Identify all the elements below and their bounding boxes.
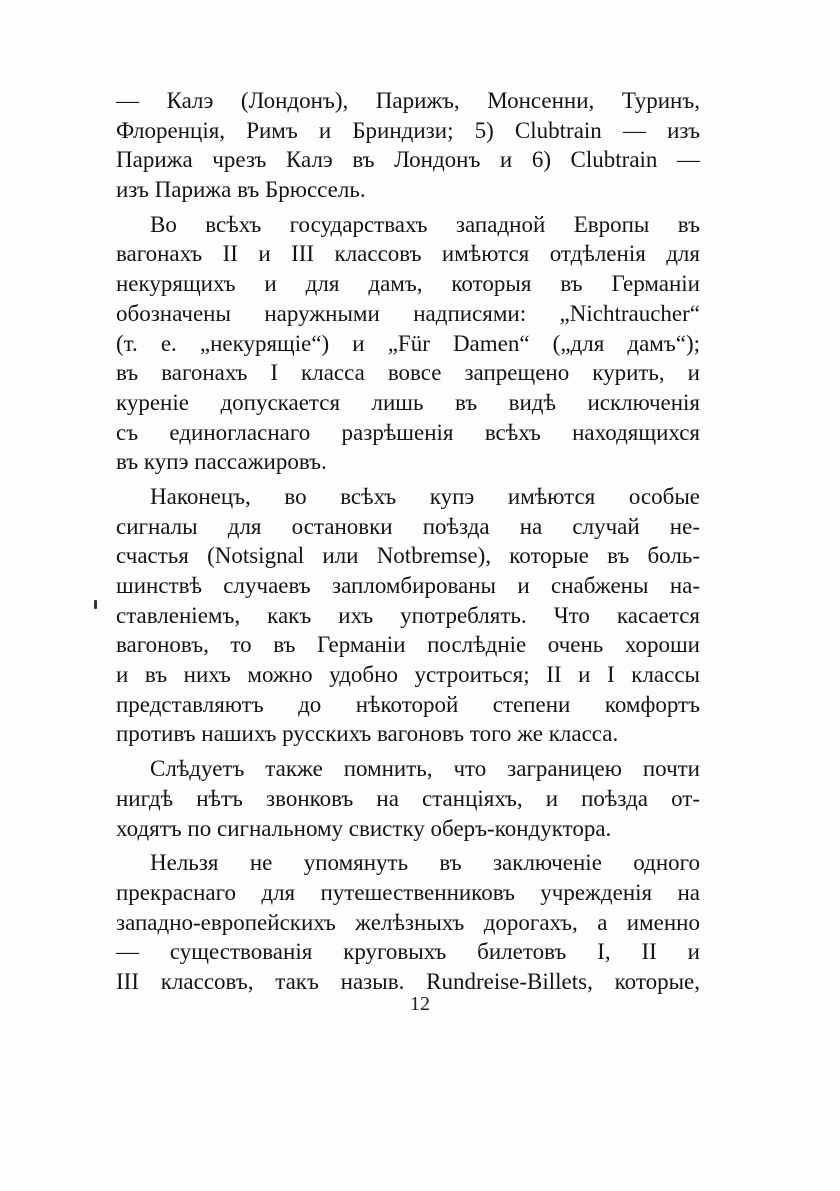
text-line: некурящихъ и для дамъ, которыя въ Германіи — [116, 271, 700, 297]
paragraph — [116, 86, 700, 205]
paragraph — [116, 210, 700, 477]
text-line: и въ нихъ можно удобно устроиться; II и I классы — [116, 662, 700, 688]
text-line: — Калэ (Лондонъ), Парижъ, Монсенни, Туринъ, — [116, 88, 700, 113]
text-line: Наконецъ, во всѣхъ купэ имѣются особые — [150, 483, 700, 509]
text-line: куреніе допускается лишь въ видѣ исключенія — [116, 389, 700, 415]
text-line: счастья (Notsignal или Notbremse), которые въ боль- — [116, 543, 700, 569]
text-line: прекраснаго для путешественниковъ учрежденія на — [116, 879, 700, 905]
text-line: вагоновъ, то въ Германіи послѣдніе очень хороши — [116, 632, 700, 658]
text-line: представляютъ до нѣкоторой степени комфортъ — [116, 691, 700, 717]
text-line: (т. е. „некурящіе“) и „Für Damen“ („для дамъ“); — [116, 330, 700, 356]
text-line: противъ нашихъ русскихъ вагоновъ того же класса. — [116, 721, 619, 747]
text-line: съ единогласнаго разрѣшенія всѣхъ находящихся — [116, 419, 700, 445]
text-line: Во всѣхъ государствахъ западной Европы въ — [150, 211, 700, 237]
text-line: въ купэ пассажировъ. — [116, 449, 327, 475]
text-line: ставленіемъ, какъ ихъ употреблять. Что касается — [116, 602, 700, 628]
body-text — [116, 86, 700, 997]
text-line: обозначены наружными надписями: „Nichtraucher“ — [116, 300, 700, 326]
text-line: ходятъ по сигнальному свистку оберъ-кондуктора. — [116, 815, 612, 841]
paragraph — [116, 482, 700, 749]
text-line: изъ Парижа въ Брюссель. — [116, 177, 366, 203]
text-line: сигналы для остановки поѣзда на случай не- — [116, 513, 700, 539]
text-line: Парижа чрезъ Калэ въ Лондонъ и 6) Clubtrain — — [116, 147, 700, 173]
text-line: III классовъ, такъ назыв. Rundreise-Billets, которые, — [116, 968, 700, 994]
text-line: шинствѣ случаевъ запломбированы и снабжены на- — [116, 573, 700, 598]
text-line: западно-европейскихъ желѣзныхъ дорогахъ, а именно — [116, 909, 700, 935]
margin-mark — [94, 600, 97, 609]
text-line: Флоренція, Римъ и Бриндизи; 5) Clubtrain — изъ — [116, 117, 700, 143]
text-line: — существованія круговыхъ билетовъ I, II и — [116, 939, 700, 965]
text-line: Слѣдуетъ также помнить, что заграницею почти — [150, 756, 700, 782]
text-line: вагонахъ II и III классовъ имѣются отдѣленія для — [116, 241, 700, 267]
text-line: Нельзя не упомянуть въ заключеніе одного — [150, 850, 700, 876]
text-line: въ вагонахъ I класса вовсе запрещено курить, и — [116, 360, 700, 386]
text-line: нигдѣ нѣтъ звонковъ на станціяхъ, и поѣзда от- — [116, 785, 700, 811]
page-number: 12 — [410, 993, 430, 1015]
paragraph — [116, 848, 700, 996]
paragraph — [116, 754, 700, 843]
